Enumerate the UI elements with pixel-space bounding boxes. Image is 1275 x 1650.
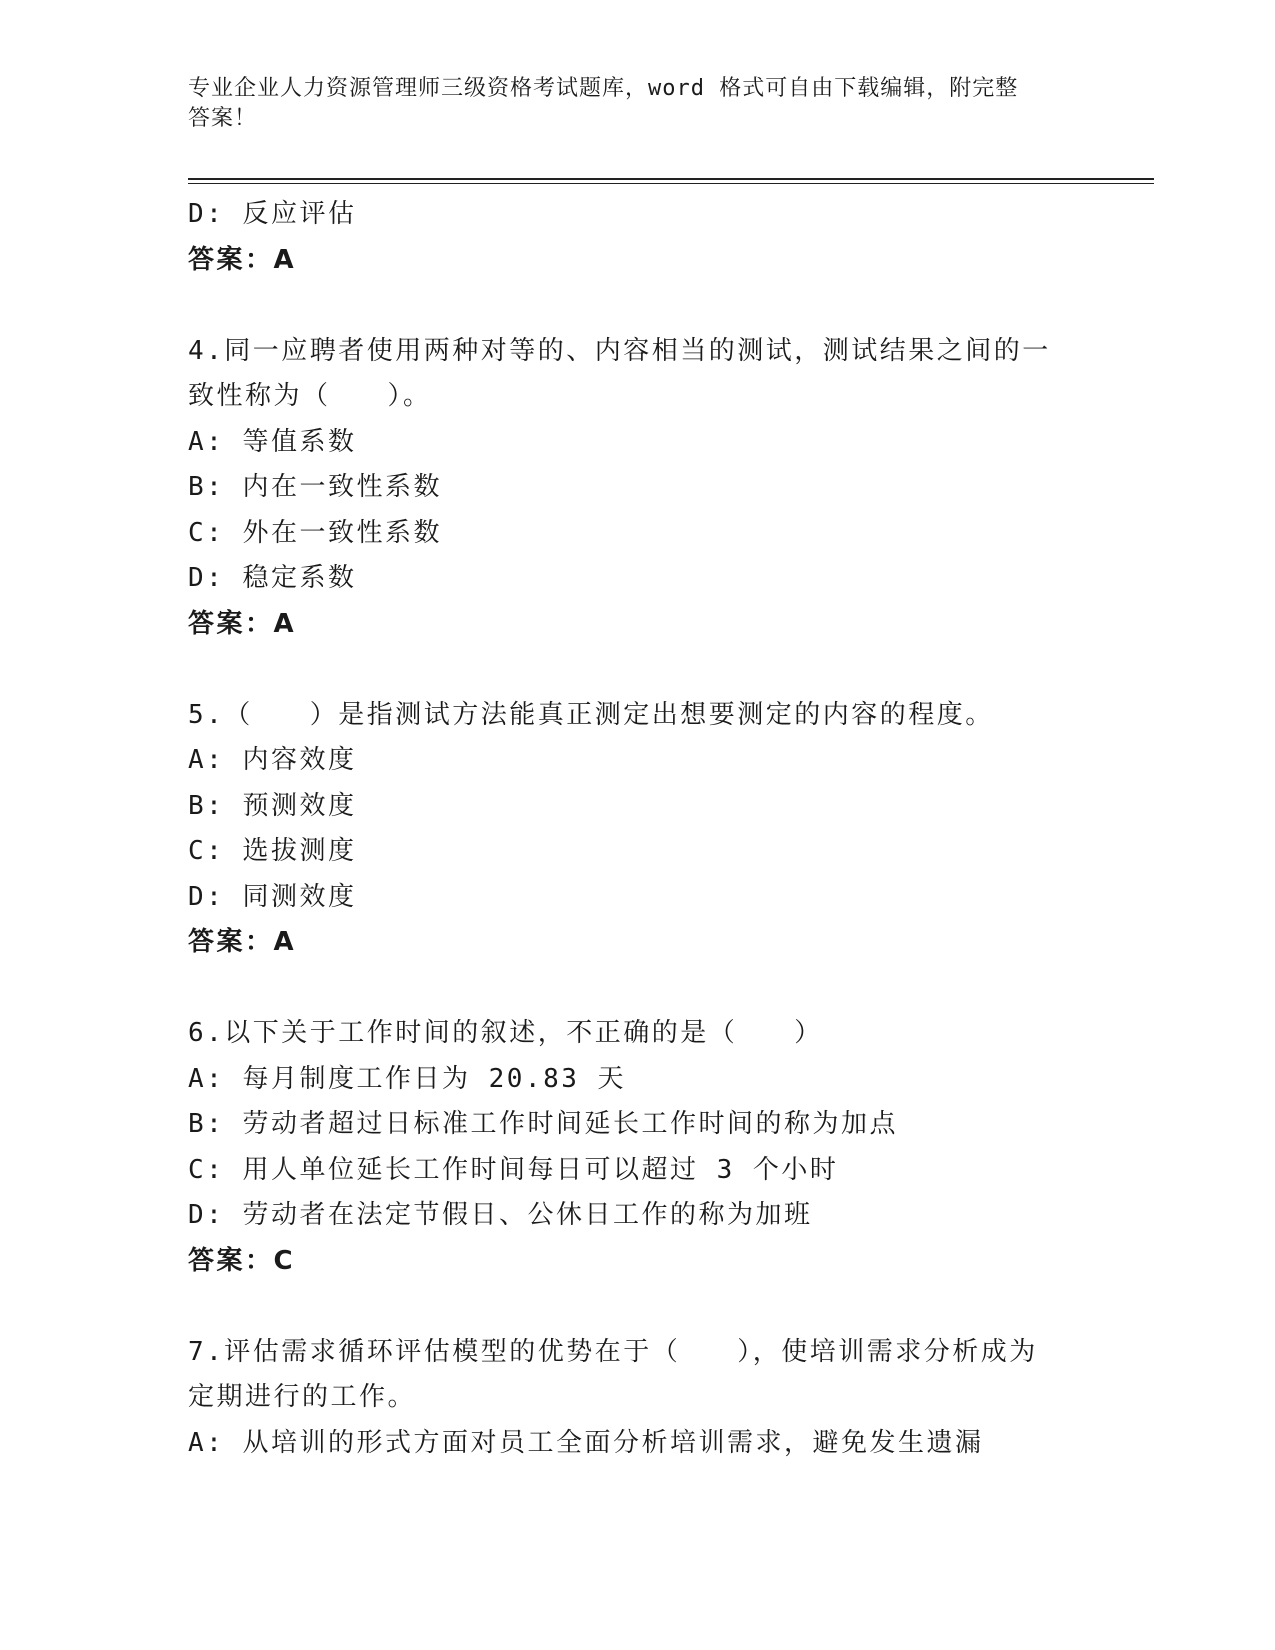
option-b: B: 内在一致性系数 xyxy=(188,472,442,502)
question-list xyxy=(188,192,1088,1466)
question-stem: 7.评估需求循环评估模型的优势在于（ ），使培训需求分析成为 xyxy=(188,1336,1038,1367)
header-divider-thin xyxy=(188,183,1154,184)
header-line-2: 答案！ xyxy=(188,106,258,131)
option-a: A: 每月制度工作日为 20.83 天 xyxy=(188,1063,627,1094)
option-d: D: 稳定系数 xyxy=(188,563,357,593)
option-d: D: 反应评估 xyxy=(188,199,357,229)
question-stem: 6.以下关于工作时间的叙述，不正确的是（ ） xyxy=(188,1018,823,1048)
option-a: A: 内容效度 xyxy=(188,745,357,775)
question-stem-continued: 定期进行的工作。 xyxy=(188,1382,417,1412)
header-divider-thick xyxy=(188,178,1154,180)
option-c: C: 外在一致性系数 xyxy=(188,517,442,548)
option-d: D: 劳动者在法定节假日、公休日工作的称为加班 xyxy=(188,1200,813,1230)
question-5 xyxy=(188,693,1088,966)
question-7 xyxy=(188,1330,1088,1467)
question-stem-continued: 致性称为（ ）。 xyxy=(188,381,432,411)
option-b: B: 劳动者超过日标准工作时间延长工作时间的称为加点 xyxy=(188,1109,898,1139)
answer-line: 答案：A xyxy=(188,244,297,275)
option-b: B: 预测效度 xyxy=(188,790,357,821)
page-header xyxy=(188,74,1068,134)
answer-line: 答案：A xyxy=(188,608,297,639)
spacer xyxy=(188,1284,1088,1330)
option-a: A: 等值系数 xyxy=(188,426,357,457)
question-4 xyxy=(188,329,1088,648)
header-line-1: 专业企业人力资源管理师三级资格考试题库，word 格式可自由下载编辑，附完整 xyxy=(188,76,1019,101)
question-stem: 4.同一应聘者使用两种对等的、内容相当的测试，测试结果之间的一 xyxy=(188,335,1051,366)
question-3-tail xyxy=(188,192,1088,283)
option-a: A: 从培训的形式方面对员工全面分析培训需求，避免发生遗漏 xyxy=(188,1427,984,1458)
answer-line: 答案：A xyxy=(188,927,297,957)
option-c: C: 用人单位延长工作时间每日可以超过 3 个小时 xyxy=(188,1154,839,1185)
question-6 xyxy=(188,1011,1088,1284)
answer-line: 答案：C xyxy=(188,1245,296,1276)
spacer xyxy=(188,647,1088,693)
spacer xyxy=(188,966,1088,1012)
option-d: D: 同测效度 xyxy=(188,881,357,912)
spacer xyxy=(188,283,1088,329)
question-stem: 5.（ ）是指测试方法能真正测定出想要测定的内容的程度。 xyxy=(188,699,994,730)
option-c: C: 选拔测度 xyxy=(188,836,357,866)
